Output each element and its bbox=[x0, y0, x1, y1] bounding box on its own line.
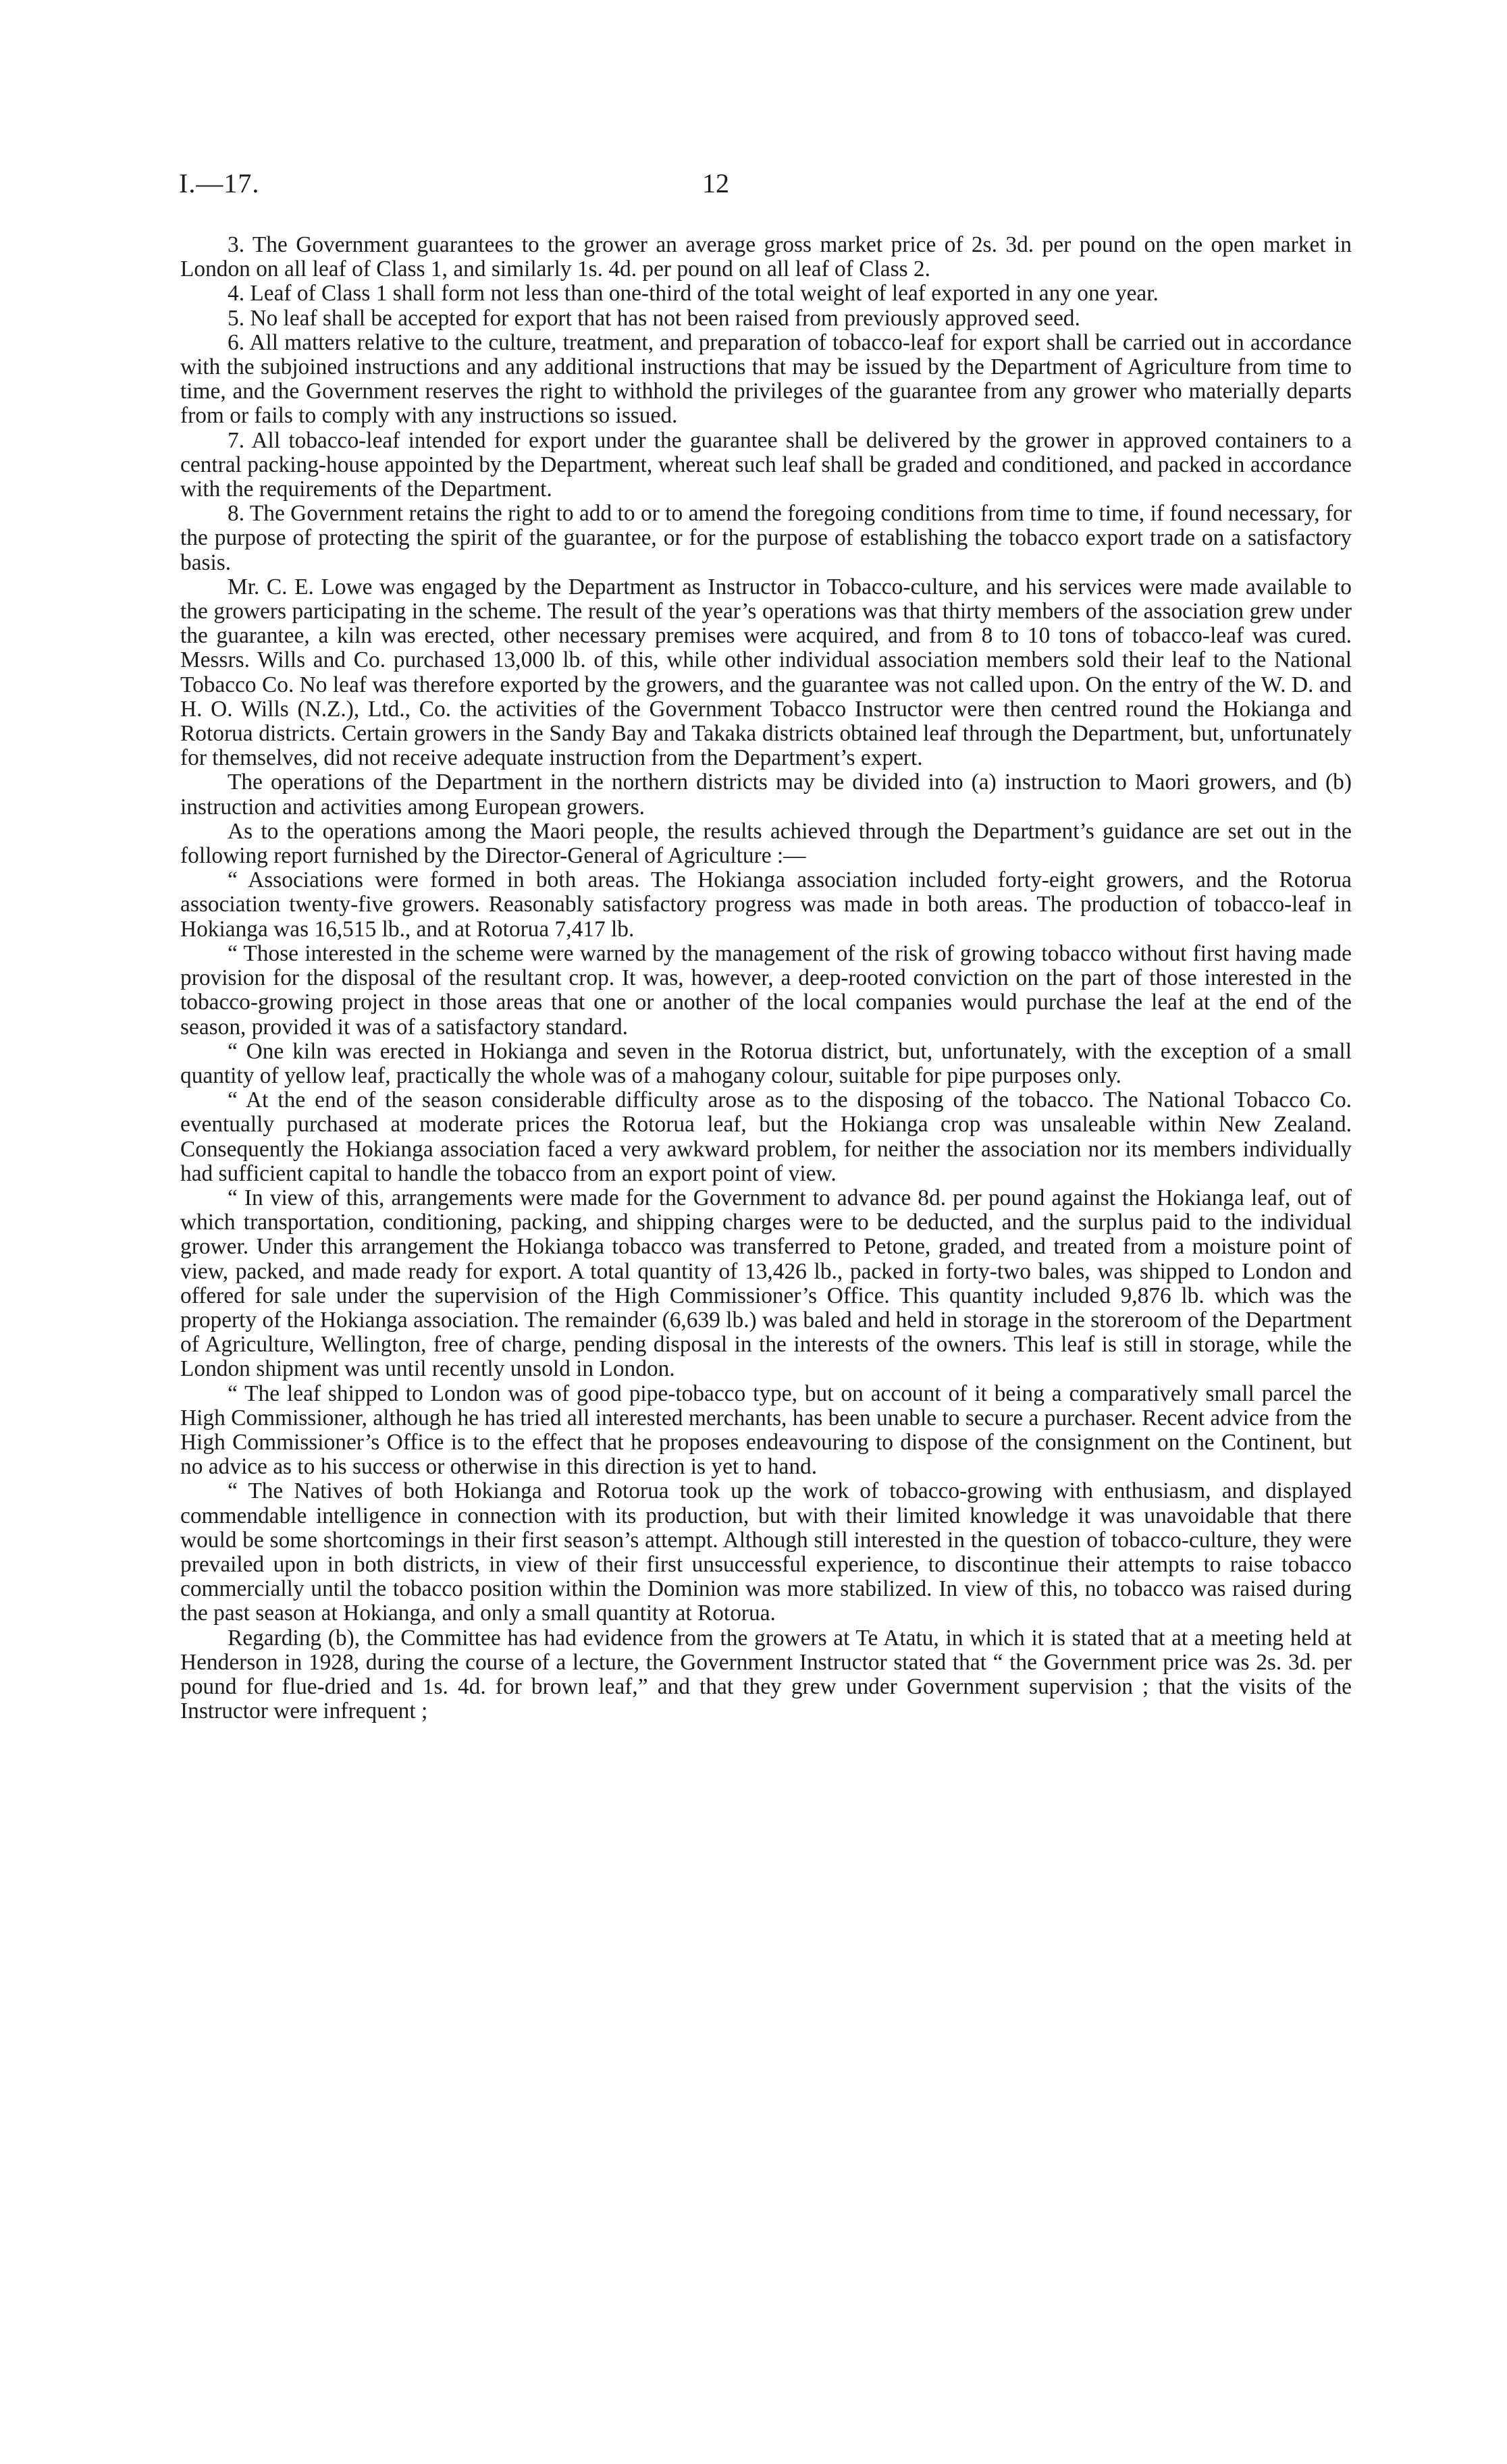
paragraph-report-london: “ The leaf shipped to London was of good pipe-tobacco type, but on account of it being a comparatively small parcel the High Commissioner, although he has tried all interested merchants, has been unable to secure a purchaser. Recent advice from the High Commissioner’s Office is to the effect that he proposes endeavouring to dispose of the consignment on the Continent, but no advice as to his success or otherwise in this direction is yet to hand. bbox=[180, 1381, 1352, 1480]
paragraph-maori-operations: As to the operations among the Maori people, the results achieved through the Department’s guidance are set out in the following report furnished by the Director-General of Agriculture :— bbox=[180, 818, 1352, 869]
page-body bbox=[180, 233, 1352, 1723]
paper-reference: I.—17. bbox=[179, 168, 260, 198]
paragraph-report-advance: “ In view of this, arrangements were made for the Government to advance 8d. per pound against the Hokianga leaf, out of which transportation, conditioning, packing, and shipping charges were to be deducted, and the surplus paid to the individual grower. Under this arrangement the Hokianga tobacco was transferred to Petone, graded, and treated from a moisture point of view, packed, and made ready for export. A total quantity of 13,426 lb., packed in forty-two bales, was shipped to London and offered for sale under the supervision of the High Commissioner’s Office. This quantity included 9,876 lb. which was the property of the Hokianga association. The remainder (6,639 lb.) was baled and held in storage in the storeroom of the Department of Agriculture, Wellington, free of charge, pending disposal in the interests of the owners. This leaf is still in storage, while the London shipment was until recently unsold in London. bbox=[180, 1185, 1352, 1382]
paragraph-condition-3: 3. The Government guarantees to the grower an average gross market price of 2s. 3d. per pound on the open market in London on all leaf of Class 1, and similarly 1s. 4d. per pound on all leaf of Class 2. bbox=[180, 232, 1352, 282]
paragraph-report-disposal: “ At the end of the season considerable difficulty arose as to the disposing of the tobacco. The National Tobacco Co. eventually purchased at moderate prices the Rotorua leaf, but the Hokianga crop was unsaleable within New Zealand. Consequently the Hokianga association faced a very awkward problem, for neither the association nor its members individually had sufficient capital to handle the tobacco from an export point of view. bbox=[180, 1088, 1352, 1186]
paragraph-report-associations: “ Associations were formed in both areas. The Hokianga association included forty-eight growers, and the Rotorua association twenty-five growers. Reasonably satisfactory progress was made in both areas. The production of tobacco-leaf in Hokianga was 16,515 lb., and at Rotorua 7,417 lb. bbox=[180, 867, 1352, 942]
paragraph-report-warning: “ Those interested in the scheme were warned by the management of the risk of growing tobacco without first having made provision for the disposal of the resultant crop. It was, however, a deep-rooted conviction on the part of those interested in the tobacco-growing project in those areas that one or another of the local companies would purchase the leaf at the end of the season, provided it was of a satisfactory standard. bbox=[180, 940, 1352, 1040]
paragraph-report-kilns: “ One kiln was erected in Hokianga and seven in the Rotorua district, but, unfortunately, with the exception of a small quantity of yellow leaf, practically the whole was of a mahogany colour, suitable for pipe purposes only. bbox=[180, 1038, 1352, 1088]
paragraph-te-atatu-evidence: Regarding (b), the Committee has had evidence from the growers at Te Atatu, in which it is stated that at a meeting held at Henderson in 1928, during the course of a lecture, the Government Instructor stated that “ the Government price was 2s. 3d. per pound for flue-dried and 1s. 4d. for brown leaf,” and that they grew under Government supervision ; that the visits of the Instructor were infrequent ; bbox=[180, 1625, 1352, 1724]
paragraph-condition-5: 5. No leaf shall be accepted for export that has not been raised from previously approved seed. bbox=[228, 305, 1080, 331]
paragraph-lowe-instructor: Mr. C. E. Lowe was engaged by the Department as Instructor in Tobacco-culture, and his services were made available to the growers participating in the scheme. The result of the year’s operations was that thirty members of the association grew under the guarantee, a kiln was erected, other necessary premises were acquired, and from 8 to 10 tons of tobacco-leaf was cured. Messrs. Wills and Co. purchased 13,000 lb. of this, while other individual association members sold their leaf to the National Tobacco Co. No leaf was therefore exported by the growers, and the guarantee was not called upon. On the entry of the W. D. and H. O. Wills (N.Z.), Ltd., Co. the activities of the Government Tobacco Instructor were then centred round the Hokianga and Rotorua districts. Certain growers in the Sandy Bay and Takaka districts obtained leaf through the Department, but, unfortunately for themselves, did not receive adequate instruction from the Department’s expert. bbox=[180, 574, 1352, 771]
paragraph-northern-operations: The operations of the Department in the northern districts may be divided into (a) instruction to Maori growers, and (b) instruction and activities among European growers. bbox=[180, 770, 1352, 820]
paragraph-condition-6: 6. All matters relative to the culture, treatment, and preparation of tobacco-leaf for export shall be carried out in accordance with the subjoined instructions and any additional instructions that may be issued by the Department of Agriculture from time to time, and the Government reserves the right to withhold the privileges of the guarantee from any grower who materially departs from or fails to comply with any instructions so issued. bbox=[180, 329, 1352, 429]
paragraph-report-natives: “ The Natives of both Hokianga and Rotorua took up the work of tobacco-growing with enthusiasm, and displayed commendable intelligence in connection with its production, but with their limited knowledge it was unavoidable that there would be some shortcomings in their first season’s attempt. Although still interested in the question of tobacco-culture, they were prevailed upon in both districts, in view of their first unsuccessful experience, to discontinue their attempts to raise tobacco commercially until the tobacco position within the Dominion was more stabilized. In view of this, no tobacco was raised during the past season at Hokianga, and only a small quantity at Rotorua. bbox=[180, 1478, 1352, 1626]
page-header bbox=[179, 167, 1354, 208]
paragraph-condition-8: 8. The Government retains the right to add to or to amend the foregoing conditions from time to time, if found necessary, for the purpose of protecting the spirit of the guarantee, or for the purpose of establishing the tobacco export trade on a satisfactory basis. bbox=[180, 501, 1352, 575]
paragraph-condition-7: 7. All tobacco-leaf intended for export under the guarantee shall be delivered by the grower in approved containers to a central packing-house appointed by the Department, whereat such leaf shall be graded and conditioned, and packed in accordance with the requirements of the Department. bbox=[180, 427, 1352, 502]
paragraph-condition-4: 4. Leaf of Class 1 shall form not less than one-third of the total weight of leaf exported in any one year. bbox=[228, 281, 1159, 306]
page-number: 12 bbox=[702, 168, 729, 198]
